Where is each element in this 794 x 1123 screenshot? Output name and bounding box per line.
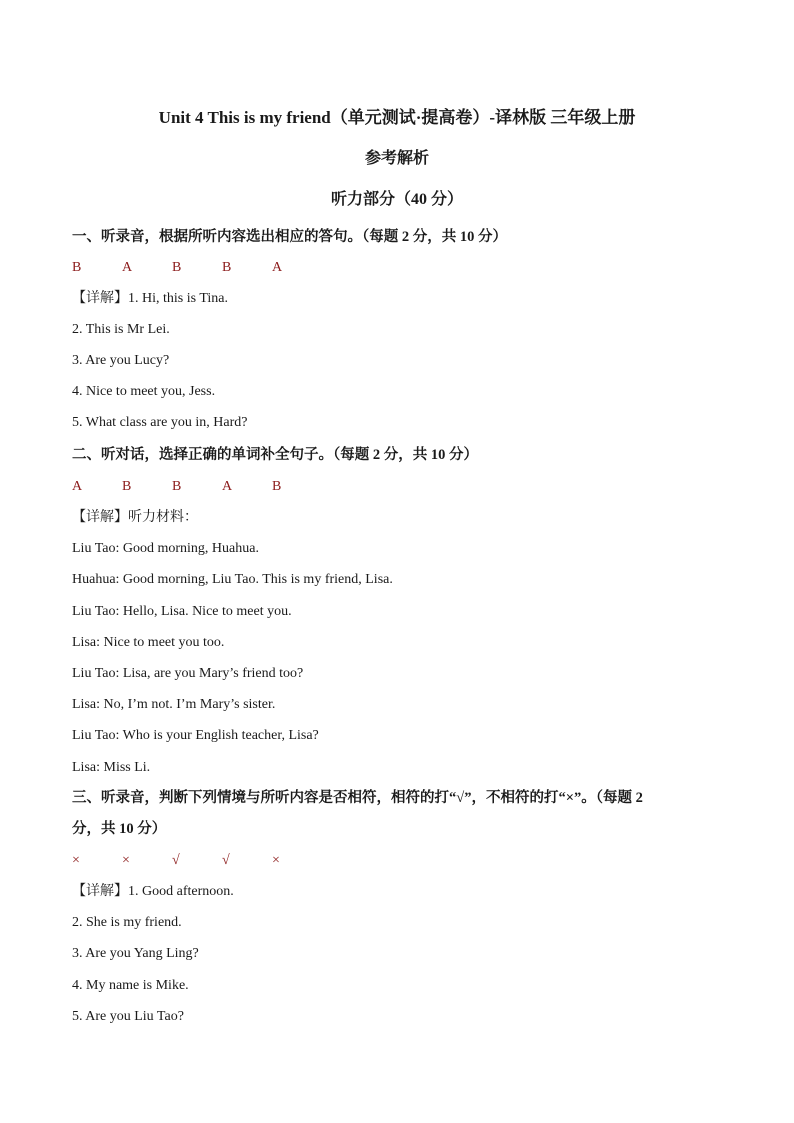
detail-label: 【详解】 — [72, 884, 128, 899]
section2-detail-line — [72, 509, 198, 527]
dialogue-line: Liu Tao: Hello, Lisa. Nice to meet you. — [72, 604, 292, 619]
answer-1: × — [72, 853, 80, 868]
section3-answers — [72, 852, 322, 870]
answer-5: × — [272, 853, 280, 868]
dialogue-line: Liu Tao: Who is your English teacher, Lisa? — [72, 728, 319, 743]
transcript-line: 4. Nice to meet you, Jess. — [72, 384, 216, 399]
answer-2: B — [122, 479, 132, 494]
document-title: Unit 4 This is my friend（单元测试·提高卷）-译林版 三年级上册 — [158, 108, 636, 127]
dialogue-line: Lisa: Nice to meet you too. — [72, 635, 225, 650]
dialogue-line: Liu Tao: Good morning, Huahua. — [72, 541, 259, 556]
section1-detail-line — [72, 290, 228, 308]
dialogue-line: Huahua: Good morning, Liu Tao. This is my friend, Lisa. — [72, 572, 393, 587]
answer-2: × — [122, 853, 130, 868]
detail-label: 【详解】 — [72, 510, 128, 525]
detail-label: 【详解】 — [72, 291, 128, 306]
answer-3: B — [172, 479, 182, 494]
section3-heading-cont: 分，共 10 分） — [72, 821, 167, 837]
dialogue-line: Lisa: Miss Li. — [72, 760, 151, 775]
section3-detail-line — [72, 883, 234, 901]
transcript-line: 5. What class are you in, Hard? — [72, 415, 248, 430]
part-heading: 听力部分（40 分） — [330, 191, 463, 208]
answer-1: A — [72, 479, 83, 494]
answer-3: √ — [172, 853, 180, 868]
answer-1: B — [72, 260, 82, 275]
answer-5: A — [272, 260, 283, 275]
answer-5: B — [272, 479, 282, 494]
transcript-line: 2. This is Mr Lei. — [72, 322, 170, 337]
answer-2: A — [122, 260, 133, 275]
dialogue-line: Liu Tao: Lisa, are you Mary’s friend too? — [72, 666, 304, 681]
section2-heading: 二、听对话，选择正确的单词补全句子。（每题 2 分，共 10 分） — [72, 447, 478, 463]
dialogue-line: Lisa: No, I’m not. I’m Mary’s sister. — [72, 697, 276, 712]
answer-4: √ — [222, 853, 230, 868]
transcript-line: 2. She is my friend. — [72, 915, 182, 930]
transcript-line: 3. Are you Yang Ling? — [72, 946, 199, 961]
answer-4: A — [222, 479, 233, 494]
answer-4: B — [222, 260, 232, 275]
answer-3: B — [172, 260, 182, 275]
document-subtitle: 参考解析 — [364, 150, 429, 167]
transcript-line: 1. Good afternoon. — [128, 884, 234, 899]
section1-heading: 一、听录音，根据所听内容选出相应的答句。（每题 2 分，共 10 分） — [72, 229, 507, 245]
transcript-line: 3. Are you Lucy? — [72, 353, 170, 368]
section2-answers — [72, 478, 322, 496]
transcript-line: 1. Hi, this is Tina. — [128, 291, 228, 306]
transcript-line: 4. My name is Mike. — [72, 978, 189, 993]
section1-answers — [72, 259, 322, 277]
detail-text: 听力材料： — [128, 510, 198, 525]
section3-heading: 三、听录音，判断下列情境与所听内容是否相符，相符的打“√”，不相符的打“×”。（每题 2 — [72, 790, 643, 806]
transcript-line: 5. Are you Liu Tao? — [72, 1009, 184, 1024]
